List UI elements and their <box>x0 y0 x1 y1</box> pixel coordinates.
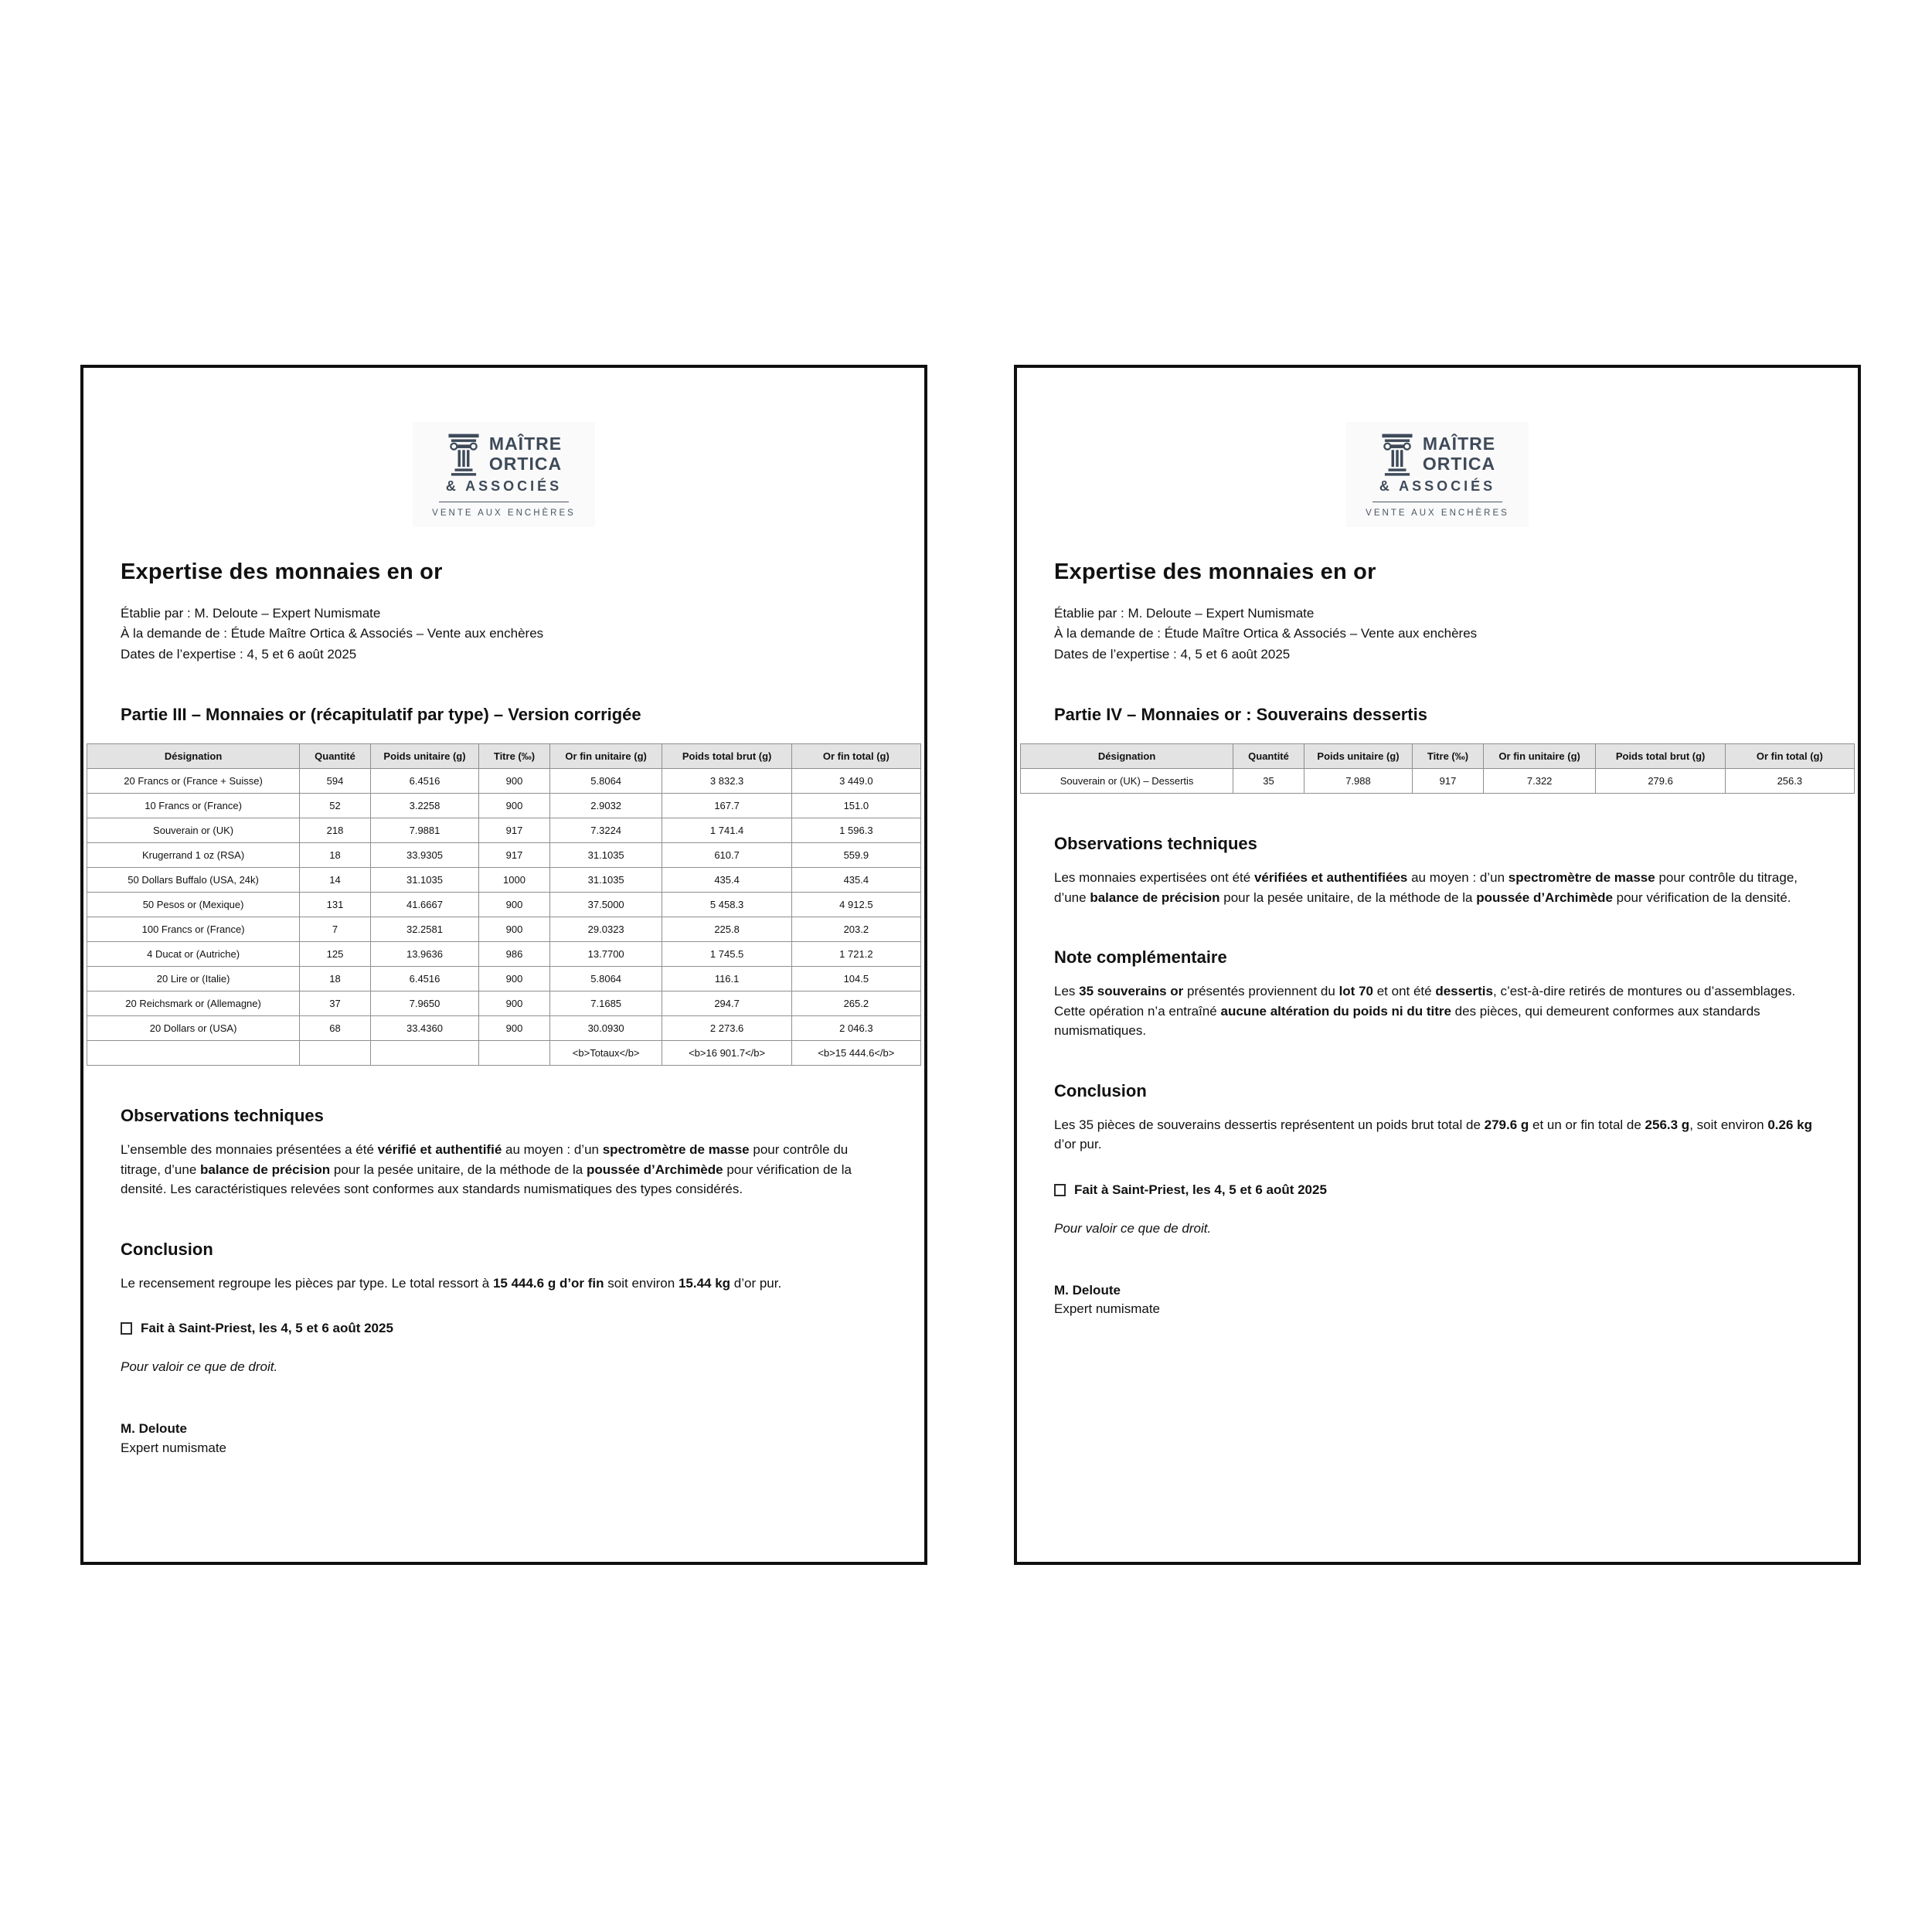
logo-name-line1: MAÎTRE <box>488 434 563 454</box>
table-cell: 7.322 <box>1483 769 1596 794</box>
table-cell: 225.8 <box>662 917 791 942</box>
text-segment: L’ensemble des monnaies présentées a été <box>121 1142 378 1158</box>
text-segment: Les monnaies expertisées ont été <box>1054 870 1254 886</box>
bold-text-segment: 0.26 kg <box>1767 1117 1812 1132</box>
signature-role: Expert numismate <box>1054 1301 1160 1317</box>
table-cell: 6.4516 <box>370 769 478 794</box>
table-header-cell: Poids unitaire (g) <box>1304 744 1412 769</box>
table-cell: Souverain or (UK) – Dessertis <box>1021 769 1233 794</box>
table-cell: <b>16 901.7</b> <box>662 1041 791 1066</box>
table-cell: 5 458.3 <box>662 893 791 917</box>
observations-paragraph <box>1054 868 1821 907</box>
signature-block <box>1054 1281 1821 1319</box>
part-heading: Partie IV – Monnaies or : Souverains dessertis <box>1054 705 1427 725</box>
bold-text-segment: poussée d’Archimède <box>586 1162 723 1177</box>
text-segment: d’or pur. <box>1054 1137 1102 1152</box>
recap-table <box>87 743 921 1066</box>
table-cell: 1 721.2 <box>791 942 920 967</box>
meta-line-requester: À la demande de : Étude Maître Ortica & Associés – Vente aux enchères <box>1054 626 1478 641</box>
table-cell: 10 Francs or (France) <box>87 794 300 818</box>
logo-name-line1: MAÎTRE <box>1422 434 1496 454</box>
table-cell: 52 <box>300 794 371 818</box>
document-page-1 <box>80 365 927 1565</box>
table-cell <box>479 1041 550 1066</box>
fait-text: Fait à Saint-Priest, les 4, 5 et 6 août 2025 <box>1074 1182 1327 1197</box>
table-cell: 68 <box>300 1016 371 1041</box>
logo-tagline: VENTE AUX ENCHÈRES <box>432 509 576 518</box>
bold-text-segment: 35 souverains or <box>1079 984 1184 999</box>
table-cell: 917 <box>1413 769 1484 794</box>
text-segment: au moyen : d’un <box>1407 870 1509 886</box>
conclusion-paragraph <box>1054 1115 1821 1155</box>
table-cell: 986 <box>479 942 550 967</box>
table-cell: 100 Francs or (France) <box>87 917 300 942</box>
table-row <box>87 1016 921 1041</box>
table-cell: 151.0 <box>791 794 920 818</box>
meta-line-dates: Dates de l’expertise : 4, 5 et 6 août 2025 <box>121 646 357 662</box>
conclusion-heading: Conclusion <box>121 1239 213 1259</box>
text-segment: pour contrôle du titrage, d’une <box>121 1142 849 1177</box>
table-cell: 167.7 <box>662 794 791 818</box>
signature-name: M. Deloute <box>121 1421 187 1437</box>
note-heading: Note complémentaire <box>1054 947 1227 968</box>
signature-block <box>121 1420 887 1458</box>
conclusion-paragraph <box>121 1274 887 1294</box>
table-cell: 6.4516 <box>370 967 478 992</box>
table-cell: 2.9032 <box>549 794 662 818</box>
placeholder-square-icon <box>1054 1184 1066 1196</box>
table-cell: 435.4 <box>662 868 791 893</box>
table-cell: 18 <box>300 967 371 992</box>
table-cell: 900 <box>479 893 550 917</box>
meta-line-author: Établie par : M. Deloute – Expert Numismate <box>121 606 381 621</box>
dessertis-table <box>1020 743 1855 794</box>
logo-name <box>1423 434 1495 474</box>
bold-text-segment: 256.3 g <box>1645 1117 1690 1132</box>
table-cell: 900 <box>479 769 550 794</box>
conclusion-heading: Conclusion <box>1054 1080 1147 1100</box>
text-segment: présentés proviennent du <box>1183 984 1339 999</box>
table-header-cell: Titre (‰) <box>1413 744 1484 769</box>
table-cell: 3 832.3 <box>662 769 791 794</box>
table-cell: 3.2258 <box>370 794 478 818</box>
table-header-cell: Or fin total (g) <box>791 744 920 769</box>
table-cell: 35 <box>1233 769 1304 794</box>
table-row <box>87 1041 921 1066</box>
meta-line-author: Établie par : M. Deloute – Expert Numismate <box>1054 606 1315 621</box>
logo-top-row <box>1352 433 1522 476</box>
table-cell: 50 Dollars Buffalo (USA, 24k) <box>87 868 300 893</box>
logo <box>413 422 595 527</box>
signature-role: Expert numismate <box>121 1440 226 1455</box>
text-segment: Le recensement regroupe les pièces par type. Le total ressort à <box>121 1275 493 1291</box>
table-cell: 18 <box>300 843 371 868</box>
logo-associates-line: & ASSOCIÉS <box>1379 478 1496 494</box>
text-segment: au moyen : d’un <box>502 1142 603 1158</box>
table-header-cell: Or fin unitaire (g) <box>1483 744 1596 769</box>
table-cell: 900 <box>479 917 550 942</box>
table-cell: 37.5000 <box>549 893 662 917</box>
page-title: Expertise des monnaies en or <box>1054 560 1376 584</box>
table-cell: 294.7 <box>662 992 791 1016</box>
table-row <box>87 917 921 942</box>
table-cell: <b>15 444.6</b> <box>791 1041 920 1066</box>
table-row <box>1021 769 1855 794</box>
valoir-line: Pour valoir ce que de droit. <box>1054 1220 1212 1236</box>
table-cell: 30.0930 <box>549 1016 662 1041</box>
logo <box>1346 422 1529 527</box>
table-header-cell: Poids total brut (g) <box>662 744 791 769</box>
table-cell: 50 Pesos or (Mexique) <box>87 893 300 917</box>
table-row <box>87 893 921 917</box>
observations-heading: Observations techniques <box>1054 834 1257 854</box>
table-cell: 29.0323 <box>549 917 662 942</box>
logo-associates-line: & ASSOCIÉS <box>445 478 563 494</box>
table-cell: 2 273.6 <box>662 1016 791 1041</box>
table-cell: 1000 <box>479 868 550 893</box>
table-cell: 7.988 <box>1304 769 1412 794</box>
table-row <box>87 843 921 868</box>
table-header-cell: Poids unitaire (g) <box>370 744 478 769</box>
table-row <box>87 967 921 992</box>
table-header-cell: Titre (‰) <box>479 744 550 769</box>
table-row <box>87 992 921 1016</box>
fait-line <box>1054 1182 1821 1198</box>
bold-text-segment: spectromètre de masse <box>1508 870 1655 886</box>
bold-text-segment: dessertis <box>1435 984 1493 999</box>
text-segment: pour la pesée unitaire, de la méthode de la <box>1219 889 1477 905</box>
observations-paragraph <box>121 1140 887 1199</box>
table-cell: 7.1685 <box>549 992 662 1016</box>
table-cell: 279.6 <box>1596 769 1725 794</box>
bold-text-segment: aucune altération du poids ni du titre <box>1220 1003 1451 1019</box>
table-cell: 37 <box>300 992 371 1016</box>
bold-text-segment: lot 70 <box>1338 984 1373 999</box>
table-cell <box>370 1041 478 1066</box>
fait-text: Fait à Saint-Priest, les 4, 5 et 6 août 2025 <box>141 1321 393 1336</box>
table-cell: 125 <box>300 942 371 967</box>
table-cell: 218 <box>300 818 371 843</box>
table-header-cell: Désignation <box>1021 744 1233 769</box>
bold-text-segment: 279.6 g <box>1484 1117 1529 1132</box>
text-segment: et un or fin total de <box>1529 1117 1645 1132</box>
table-cell: 104.5 <box>791 967 920 992</box>
logo-tagline: VENTE AUX ENCHÈRES <box>1366 509 1509 518</box>
table-header-row <box>1021 744 1855 769</box>
text-segment: et ont été <box>1372 984 1436 999</box>
table-row <box>87 868 921 893</box>
table-cell: 3 449.0 <box>791 769 920 794</box>
recap-table-body <box>87 769 921 1066</box>
table-cell: <b>Totaux</b> <box>549 1041 662 1066</box>
table-cell: 900 <box>479 794 550 818</box>
table-cell: 435.4 <box>791 868 920 893</box>
bold-text-segment: vérifiées et authentifiées <box>1253 870 1408 886</box>
logo-name <box>489 434 562 474</box>
table-cell: 116.1 <box>662 967 791 992</box>
text-segment: pour vérification de la densité. <box>1612 889 1791 905</box>
table-header-cell: Quantité <box>300 744 371 769</box>
bold-text-segment: poussée d’Archimède <box>1476 889 1613 905</box>
text-segment: , c’est-à-dire retirés de montures ou d’assemblages. Cette opération n’a entraîné <box>1054 984 1796 1019</box>
table-row <box>87 769 921 794</box>
table-cell: 13.9636 <box>370 942 478 967</box>
table-cell: 7.3224 <box>549 818 662 843</box>
table-cell: 31.1035 <box>549 843 662 868</box>
table-cell: 4 Ducat or (Autriche) <box>87 942 300 967</box>
table-header-cell: Désignation <box>87 744 300 769</box>
logo-name-line2: ORTICA <box>488 454 563 474</box>
document-page-2 <box>1014 365 1861 1565</box>
table-header-cell: Poids total brut (g) <box>1596 744 1725 769</box>
table-cell: 5.8064 <box>549 769 662 794</box>
table-cell: 265.2 <box>791 992 920 1016</box>
table-cell: 900 <box>479 1016 550 1041</box>
signature-name: M. Deloute <box>1054 1282 1121 1298</box>
table-cell: 2 046.3 <box>791 1016 920 1041</box>
note-paragraph <box>1054 981 1821 1041</box>
table-cell: 610.7 <box>662 843 791 868</box>
recap-table-head <box>87 744 921 769</box>
table-cell: 33.4360 <box>370 1016 478 1041</box>
table-cell: 20 Reichsmark or (Allemagne) <box>87 992 300 1016</box>
valoir-line: Pour valoir ce que de droit. <box>121 1359 278 1375</box>
table-header-row <box>87 744 921 769</box>
table-header-cell: Quantité <box>1233 744 1304 769</box>
text-segment: pour contrôle du titrage, d’une <box>1054 870 1798 905</box>
dessertis-table-body <box>1021 769 1855 794</box>
page-title: Expertise des monnaies en or <box>121 560 443 584</box>
table-cell: 31.1035 <box>549 868 662 893</box>
table-header-cell: Or fin total (g) <box>1725 744 1854 769</box>
table-cell: Souverain or (UK) <box>87 818 300 843</box>
meta-block <box>1054 604 1821 665</box>
text-segment: pour vérification de la densité. Les caractéristiques relevées sont conformes aux standards numismatiques des types considérés. <box>121 1162 852 1197</box>
table-cell: 20 Dollars or (USA) <box>87 1016 300 1041</box>
logo-top-row <box>419 433 589 476</box>
text-segment: Les 35 pièces de souverains dessertis représentent un poids brut total de <box>1054 1117 1485 1132</box>
table-cell: 203.2 <box>791 917 920 942</box>
placeholder-square-icon <box>121 1322 132 1335</box>
logo-name-line2: ORTICA <box>1422 454 1496 474</box>
table-cell: 7 <box>300 917 371 942</box>
table-cell: 131 <box>300 893 371 917</box>
table-cell: 33.9305 <box>370 843 478 868</box>
table-cell: 31.1035 <box>370 868 478 893</box>
table-cell: 917 <box>479 818 550 843</box>
bold-text-segment: 15 444.6 g d’or fin <box>492 1275 604 1291</box>
table-row <box>87 942 921 967</box>
table-cell: 594 <box>300 769 371 794</box>
bold-text-segment: balance de précision <box>1090 889 1220 905</box>
table-cell: 900 <box>479 992 550 1016</box>
table-cell: Krugerrand 1 oz (RSA) <box>87 843 300 868</box>
table-cell: 32.2581 <box>370 917 478 942</box>
table-cell: 7.9650 <box>370 992 478 1016</box>
dessertis-table-head <box>1021 744 1855 769</box>
table-cell: 1 741.4 <box>662 818 791 843</box>
table-cell: 20 Lire or (Italie) <box>87 967 300 992</box>
table-cell: 13.7700 <box>549 942 662 967</box>
column-icon <box>446 433 481 476</box>
table-cell: 5.8064 <box>549 967 662 992</box>
bold-text-segment: 15.44 kg <box>678 1275 731 1291</box>
table-cell: 1 596.3 <box>791 818 920 843</box>
table-cell: 20 Francs or (France + Suisse) <box>87 769 300 794</box>
table-cell: 14 <box>300 868 371 893</box>
table-row <box>87 794 921 818</box>
text-segment: pour la pesée unitaire, de la méthode de la <box>330 1162 587 1177</box>
meta-line-requester: À la demande de : Étude Maître Ortica & Associés – Vente aux enchères <box>121 626 544 641</box>
table-cell: 1 745.5 <box>662 942 791 967</box>
meta-line-dates: Dates de l’expertise : 4, 5 et 6 août 2025 <box>1054 646 1291 662</box>
text-segment: Les <box>1054 984 1080 999</box>
text-segment: , soit environ <box>1689 1117 1768 1132</box>
table-cell: 4 912.5 <box>791 893 920 917</box>
table-cell: 559.9 <box>791 843 920 868</box>
text-segment: des pièces, qui demeurent conformes aux standards numismatiques. <box>1054 1003 1760 1039</box>
meta-block <box>121 604 887 665</box>
text-segment: soit environ <box>604 1275 679 1291</box>
column-icon <box>1379 433 1415 476</box>
part-heading: Partie III – Monnaies or (récapitulatif par type) – Version corrigée <box>121 705 641 725</box>
bold-text-segment: vérifié et authentifié <box>377 1142 502 1158</box>
table-cell <box>300 1041 371 1066</box>
table-row <box>87 818 921 843</box>
table-cell: 900 <box>479 967 550 992</box>
bold-text-segment: balance de précision <box>200 1162 331 1177</box>
table-cell: 41.6667 <box>370 893 478 917</box>
table-cell <box>87 1041 300 1066</box>
table-header-cell: Or fin unitaire (g) <box>549 744 662 769</box>
fait-line <box>121 1321 887 1336</box>
table-cell: 256.3 <box>1725 769 1854 794</box>
text-segment: d’or pur. <box>730 1275 782 1291</box>
observations-heading: Observations techniques <box>121 1106 324 1126</box>
table-cell: 917 <box>479 843 550 868</box>
bold-text-segment: spectromètre de masse <box>602 1142 750 1158</box>
table-cell: 7.9881 <box>370 818 478 843</box>
